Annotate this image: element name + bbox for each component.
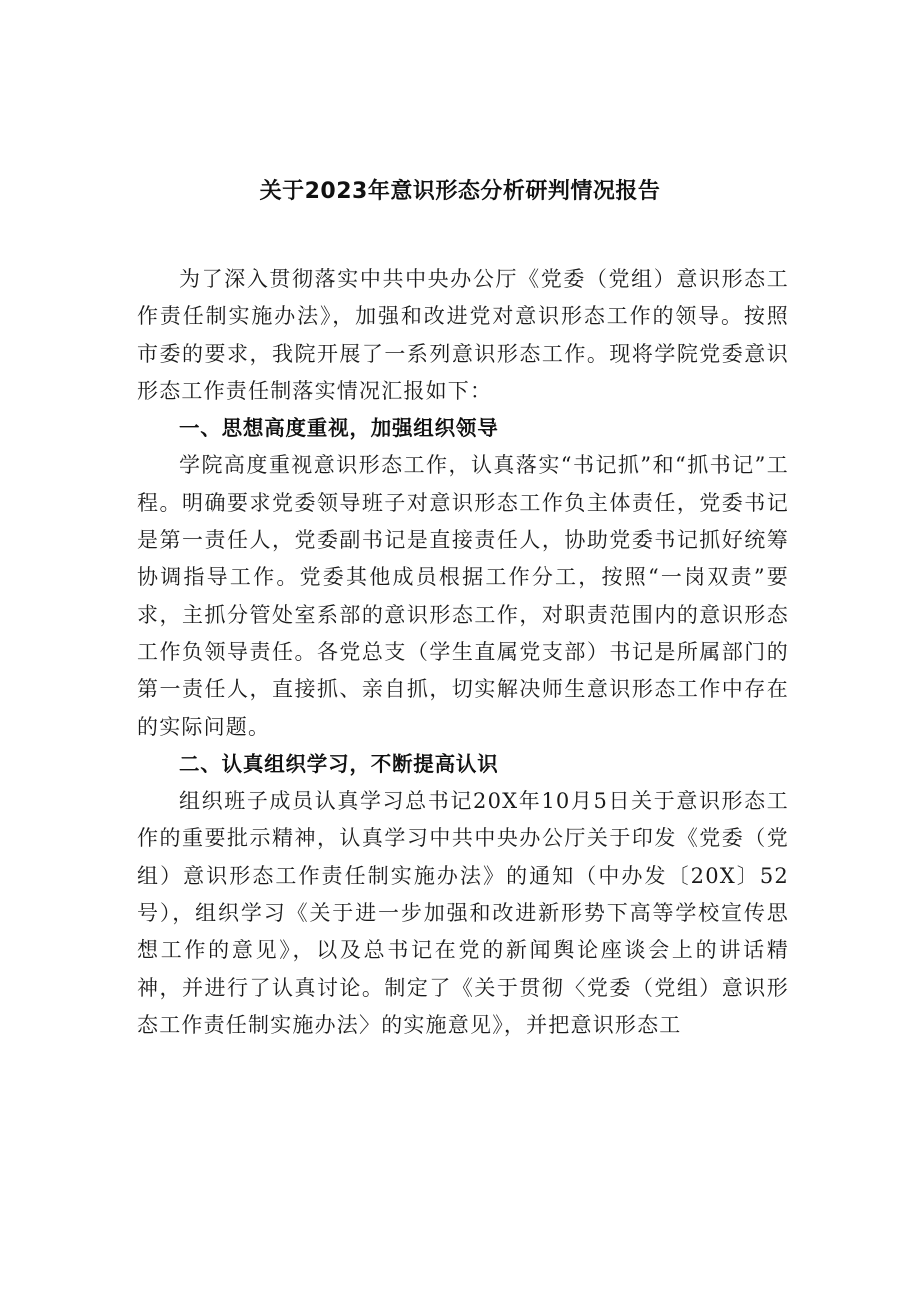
section-2-heading: 二、认真组织学习，不断提高认识: [179, 751, 499, 776]
document-body: [137, 261, 789, 1044]
section-2-paragraph: 组织班子成员认真学习总书记20X年10月5日关于意识形态工作的重要批示精神，认真学习中共中央办公厅关于印发《党委（党组）意识形态工作责任制实施办法》的通知（中办发〔20X〕52号），组织学习《关于进一步加强和改进新形势下高等学校宣传思想工作的意见》，以及总书记在党的新闻舆论座谈会上的讲话精神，并进行了认真讨论。制定了《关于贯彻〈党委（党组）意识形态工作责任制实施办法〉的实施意见》，并把意识形态工: [137, 789, 789, 1037]
document-title: 关于2023年意识形态分析研判情况报告: [259, 179, 661, 204]
section-1-heading: 一、思想高度重视，加强组织领导: [179, 416, 499, 441]
section-1-paragraph: 学院高度重视意识形态工作，认真落实“书记抓”和“抓书记”工程。明确要求党委领导班子对意识形态工作负主体责任，党委书记是第一责任人，党委副书记是直接责任人，协助党委书记抓好统筹协调指导工作。党委其他成员根据工作分工，按照“一岗双责”要求，主抓分管处室系部的意识形态工作，对职责范围内的意识形态工作负领导责任。各党总支（学生直属党支部）书记是所属部门的第一责任人，直接抓、亲自抓，切实解决师生意识形态工作中存在的实际问题。: [137, 453, 789, 739]
intro-paragraph: 为了深入贯彻落实中共中央办公厅《党委（党组）意识形态工作责任制实施办法》，加强和改进党对意识形态工作的领导。按照市委的要求，我院开展了一系列意识形态工作。现将学院党委意识形态工作责任制落实情况汇报如下：: [137, 267, 789, 403]
